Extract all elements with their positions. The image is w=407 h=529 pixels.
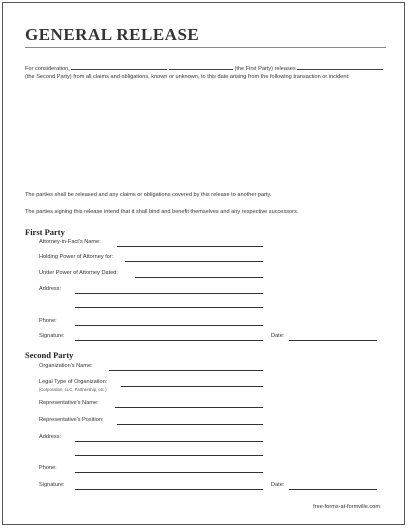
title-divider [25, 47, 386, 48]
first-address-line-1[interactable] [75, 293, 263, 294]
poa-dated-field[interactable] [135, 277, 263, 278]
intro-text-1: For consideration, [25, 66, 70, 72]
first-date-field[interactable] [289, 340, 377, 341]
first-party-blank[interactable] [169, 64, 233, 70]
first-address-line-2[interactable] [75, 307, 263, 308]
document-page [2, 2, 405, 525]
second-party-heading: Second Party [25, 350, 74, 360]
org-type-field[interactable] [121, 386, 263, 387]
holding-poa-label: Holding Power of Attorney for: [39, 254, 114, 260]
first-phone-label: Phone: [39, 318, 57, 324]
holding-poa-field[interactable] [125, 261, 263, 262]
rep-name-field[interactable] [115, 407, 263, 408]
second-date-field[interactable] [289, 489, 377, 490]
poa-dated-label: Under Power of Attorney Dated: [39, 270, 118, 276]
second-party-blank[interactable] [297, 64, 383, 70]
first-address-label: Address: [39, 286, 62, 292]
second-signature-field[interactable] [75, 489, 263, 490]
first-date-label: Date: [271, 333, 285, 339]
page-title: GENERAL RELEASE [25, 25, 200, 44]
second-phone-field[interactable] [75, 472, 263, 473]
intro-text-3: (the Second Party) from all claims and obligations, known or unknown, to this date arising from the following transaction or incident: [25, 73, 350, 80]
second-address-line-1[interactable] [75, 441, 263, 442]
consideration-blank[interactable] [71, 64, 167, 70]
first-party-heading: First Party [25, 227, 65, 237]
rep-name-label: Representative's Name: [39, 400, 99, 406]
first-signature-label: Signature: [39, 333, 65, 339]
attorney-name-label: Attorney-in-Fact's Name: [39, 239, 101, 245]
org-type-note: (Corporation, LLC, Partnership, etc.) [39, 387, 107, 392]
attorney-name-field[interactable] [117, 246, 263, 247]
rep-position-label: Representative's Position: [39, 417, 104, 423]
second-phone-label: Phone: [39, 465, 57, 471]
intro-text-2: (the First Party) releases [234, 66, 296, 72]
footer-link[interactable]: free-forms-at-formville.com [313, 504, 380, 510]
first-signature-field[interactable] [75, 340, 263, 341]
binding-clause: The parties signing this release intend that it shall bind and benefit themselves and any respective successors. [25, 209, 299, 215]
org-type-label: Legal Type of Organization: [39, 379, 108, 385]
second-address-line-2[interactable] [75, 455, 263, 456]
second-date-label: Date: [271, 482, 285, 488]
org-name-field[interactable] [109, 370, 263, 371]
org-name-label: Organization's Name: [39, 363, 93, 369]
release-clause: The parties shall be released and any claims or obligations covered by this release to another party. [25, 192, 272, 198]
intro-paragraph [25, 64, 387, 82]
second-signature-label: Signature: [39, 482, 65, 488]
second-address-label: Address: [39, 434, 62, 440]
rep-position-field[interactable] [117, 424, 263, 425]
first-phone-field[interactable] [75, 325, 263, 326]
